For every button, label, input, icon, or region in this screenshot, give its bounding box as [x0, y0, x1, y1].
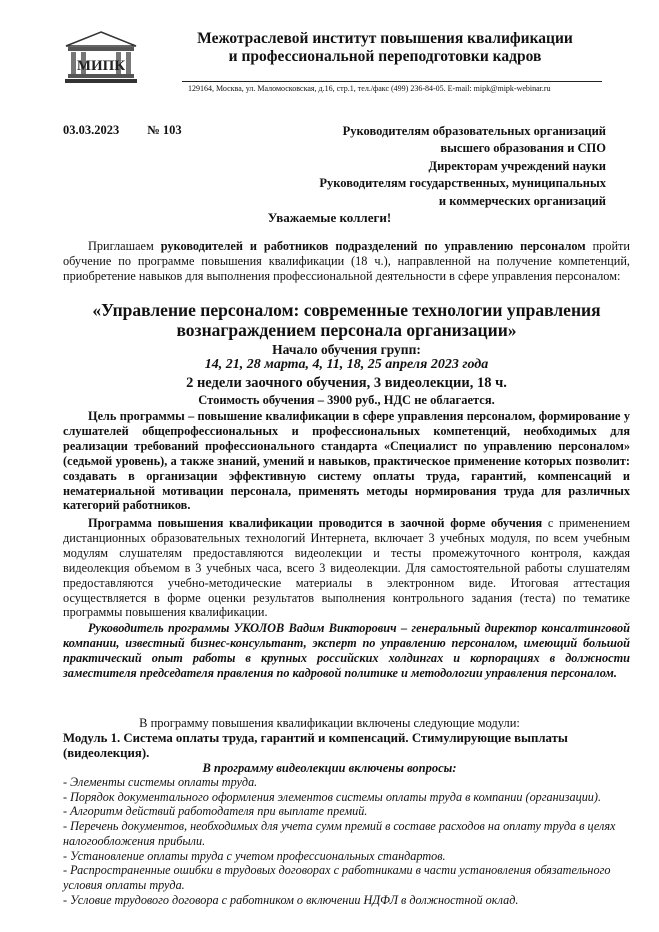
recipient-line: и коммерческих организаций: [438, 193, 606, 208]
intro-text-start: Приглашаем: [88, 239, 161, 253]
course-title-line1: «Управление персоналом: современные технологии управления: [92, 300, 601, 320]
program-goal-paragraph: Цель программы – повышение квалификации в сфере управления персоналом, формирование у слушателей общепрофессиональных и профессиональных компетенций, необходимых для реализации требований профессионального стандарта «Специалист по управлению персоналом» (седьмой уровень), а также знаний, умений и навыков, практическое применение которых позволит: создавать в организации эффективную систему оплаты труда, гарантий, компенсаций и нематериальной мотивации персонала, применять методы нормирования труда для различных категорий работников.: [63, 409, 630, 513]
recipient-line: Директорам учреждений науки: [428, 158, 606, 173]
header-divider: [182, 81, 602, 82]
document-number: № 103: [147, 123, 182, 137]
list-item: - Распространенные ошибки в трудовых договорах с работниками в части установления обязательного условия оплаты труда.: [63, 863, 611, 892]
org-name-line1: Межотраслевой институт повышения квалификации: [197, 30, 573, 47]
document-number-block: [63, 123, 210, 138]
intro-text-end: пройти обучение по программе повышения квалификации (18 ч.), направленной на получение компетенций, приобретение навыков для выполнения профессиональной деятельности в сфере управления персоналом:: [63, 239, 630, 283]
list-item: - Порядок документального оформления элементов системы оплаты труда в компании (организации).: [63, 789, 602, 804]
document-date: 03.03.2023: [63, 123, 120, 137]
greeting: Уважаемые коллеги!: [267, 210, 392, 225]
course-duration: 2 недели заочного обучения, 3 видеолекции, 18 ч.: [186, 375, 507, 391]
institute-logo: [62, 30, 140, 92]
intro-paragraph: [63, 239, 630, 284]
recipient-line: высшего образования и СПО: [440, 141, 606, 156]
logo-building-icon: [62, 30, 140, 92]
organization-address: 129164, Москва, ул. Маломосковская, д.16, стр.1, тел./факс (499) 236-84-05. E-mail: mipk@mipk-webinar.ru: [188, 84, 551, 93]
list-item: - Алгоритм действий работодателя при выплате премий.: [63, 804, 368, 819]
recipients-block: [319, 123, 606, 210]
list-item: - Условие трудового договора с работником о включении НДФЛ в должностной оклад.: [63, 892, 519, 907]
program-format-paragraph: [63, 516, 630, 620]
program-leader-paragraph: Руководитель программы УКОЛОВ Вадим Викторович – генеральный директор консалтинговой компании, известный бизнес-консультант, эксперт по управлению персоналом, имеющий большой практический опыт работы в крупных российских холдингах и корпорациях в должности заместителя председателя правления по кадровой политике и методологии управления персоналом.: [63, 621, 630, 680]
recipient-line: Руководителям государственных, муниципальных: [319, 176, 606, 191]
organization-name: [150, 30, 620, 66]
list-item: - Перечень документов, необходимых для учета сумм премий в составе расходов на оплату труда в целях налогообложения прибыли.: [63, 819, 616, 848]
svg-text:МИПК: МИПК: [76, 58, 126, 74]
list-item: - Установление оплаты труда с учетом профессиональных стандартов.: [63, 848, 446, 863]
format-lead: Программа повышения квалификации проводится в заочной форме обучения: [88, 516, 543, 530]
list-item: - Элементы системы оплаты труда.: [63, 775, 258, 789]
org-name-line2: и профессиональной переподготовки кадров: [228, 48, 542, 65]
recipient-line: Руководителям образовательных организаций: [342, 124, 606, 138]
course-title: [63, 301, 630, 340]
intro-target-audience: руководителей и работников подразделений по управлению персоналом: [160, 239, 586, 253]
questions-heading: В программу видеолекции включены вопросы:: [202, 761, 457, 775]
course-title-line2: вознаграждением персонала организации»: [176, 319, 517, 340]
start-label: Начало обучения групп:: [272, 342, 421, 357]
module-1-title: Модуль 1. Система оплаты труда, гарантий и компенсаций. Стимулирующие выплаты (видеолекция).: [63, 731, 568, 760]
questions-list: [63, 775, 630, 907]
format-details: с применением дистанционных образовательных технологий Интернета, включает 3 учебных модуля, по всем учебным модулям слушателям предоставляются видеолекции и тесты промежуточного контроля, каждая видеолекция объемом в 3 учебных часа, всего 3 видеолекции. Для самостоятельной работы слушателям предоставляются учебно-методические материалы в электронном виде. Итоговая аттестация осуществляется в форме оценки результатов выполнения контрольного задания (теста) по тематике программы повышения квалификации.: [63, 516, 630, 620]
course-cost: Стоимость обучения – 3900 руб., НДС не облагается.: [198, 393, 495, 407]
group-start-dates: 14, 21, 28 марта, 4, 11, 18, 25 апреля 2023 года: [204, 357, 489, 372]
modules-intro: В программу повышения квалификации включены следующие модули:: [139, 716, 520, 730]
